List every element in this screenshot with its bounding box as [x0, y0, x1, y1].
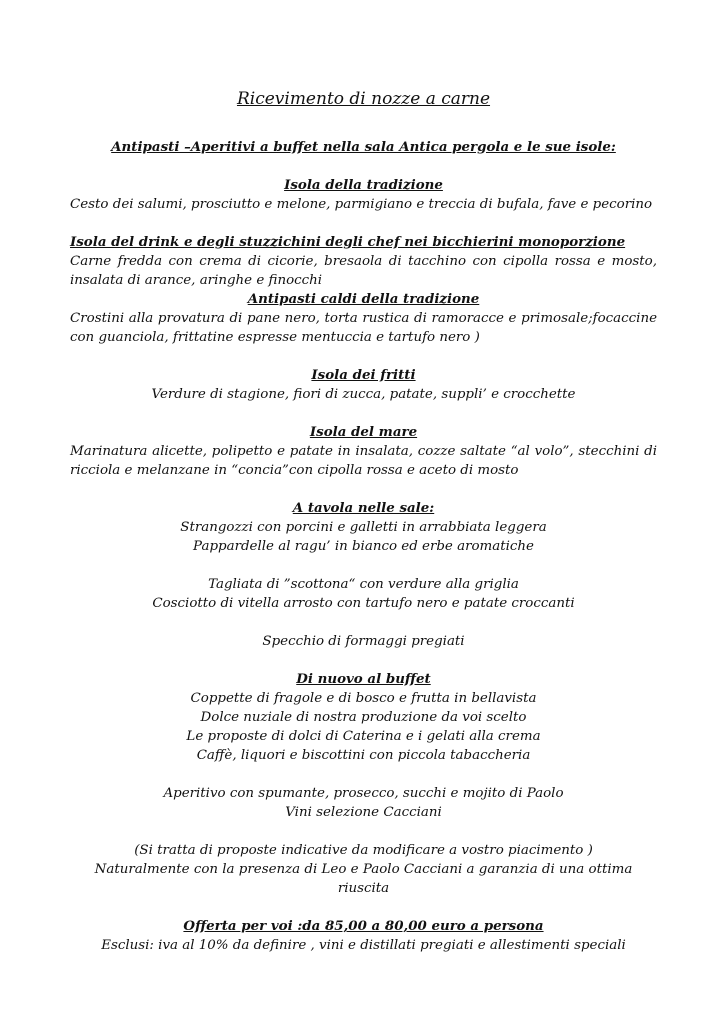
tavola-heading: A tavola nelle sale:	[292, 500, 435, 516]
tradizione-text: Cesto dei salumi, prosciutto e melone, parmigiano e treccia di bufala, fave e pecorino	[70, 197, 653, 212]
offerta-text: Esclusi: iva al 10% da definire , vini e distillati pregiati e allestimenti speciali	[101, 938, 626, 953]
tradizione-heading: Isola della tradizione	[284, 177, 443, 193]
buffet-line: Vini selezione Cacciani	[285, 805, 442, 820]
caldi-text: Crostini alla provatura di pane nero, torta rustica di ramoracce e primosale;focaccine con guanciola, frittatine espresse mentuccia e tartufo nero )	[70, 311, 657, 345]
note-line: (Si tratta di proposte indicative da modificare a vostro piacimento )	[134, 843, 593, 858]
fritti-text: Verdure di stagione, fiori di zucca, patate, suppli’ e crocchette	[151, 387, 576, 402]
page-title: Ricevimento di nozze a carne	[236, 89, 491, 109]
offerta-heading: Offerta per voi :da 85,00 a 80,00 euro a persona	[183, 918, 544, 934]
caldi-heading: Antipasti caldi della tradizione	[247, 291, 480, 307]
intro-heading: Antipasti –Aperitivi a buffet nella sala Antica pergola e le sue isole:	[111, 139, 616, 155]
tavola-line: Cosciotto di vitella arrosto con tartufo nero e patate croccanti	[152, 596, 575, 611]
buffet-line: Aperitivo con spumante, prosecco, succhi e mojito di Paolo	[163, 786, 564, 801]
drink-heading: Isola del drink e degli stuzzichini degli chef nei bicchierini monoporzione	[70, 234, 626, 250]
mare-text: Marinatura alicette, polipetto e patate in insalata, cozze saltate “al volo”, stecchini di ricciola e melanzane in “concia”con cipolla rossa e aceto di mosto	[70, 444, 657, 478]
tavola-line: Strangozzi con porcini e galletti in arrabbiata leggera	[180, 520, 547, 535]
tavola-line: Pappardelle al ragu’ in bianco ed erbe aromatiche	[193, 539, 534, 554]
buffet-heading: Di nuovo al buffet	[296, 671, 431, 687]
tavola-line: Specchio di formaggi pregiati	[262, 634, 465, 649]
mare-heading: Isola del mare	[309, 424, 418, 440]
menu-document	[70, 88, 657, 955]
buffet-line: Dolce nuziale di nostra produzione da voi scelto	[200, 710, 527, 725]
note-line: Naturalmente con la presenza di Leo e Paolo Cacciani a garanzia di una ottima riuscita	[94, 862, 633, 896]
buffet-line: Caffè, liquori e biscottini con piccola tabaccheria	[196, 748, 531, 763]
fritti-heading: Isola dei fritti	[311, 367, 416, 383]
tavola-line: Tagliata di ”scottona“ con verdure alla griglia	[208, 577, 519, 592]
buffet-line: Le proposte di dolci di Caterina e i gelati alla crema	[186, 729, 541, 744]
buffet-line: Coppette di fragole e di bosco e frutta in bellavista	[190, 691, 537, 706]
drink-text: Carne fredda con crema di cicorie, bresaola di tacchino con cipolla rossa e mosto, insalata di arance, aringhe e finocchi	[70, 254, 657, 288]
